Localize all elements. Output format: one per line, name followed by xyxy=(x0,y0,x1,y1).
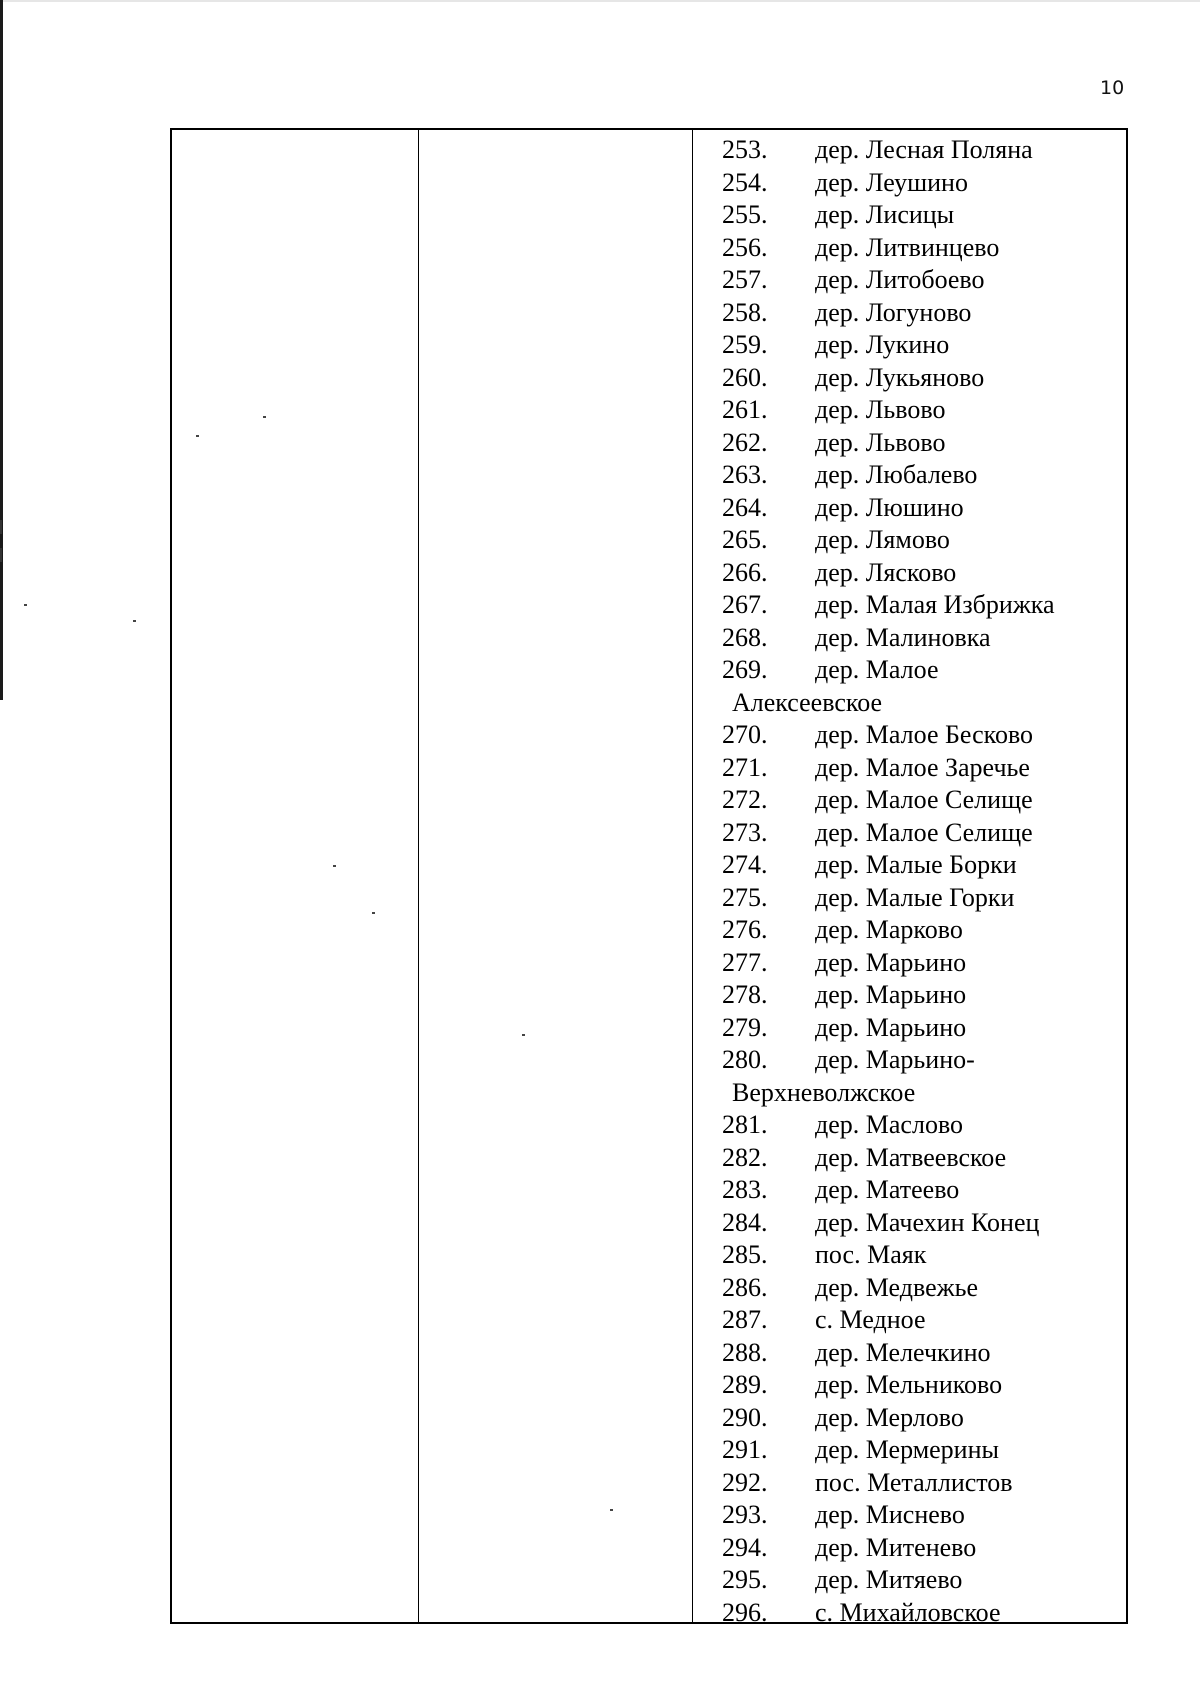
settlement-name: дер. Лукино xyxy=(815,330,950,359)
settlement-name: дер. Литвинцево xyxy=(815,232,1000,262)
settlement-name: дер. Леушино xyxy=(815,167,968,197)
item-number: 274. xyxy=(722,850,768,879)
settlement-name: дер. Мельниково xyxy=(815,1370,1003,1399)
list-item xyxy=(694,1239,1126,1272)
item-number: 256. xyxy=(722,232,768,262)
list-item xyxy=(694,459,1126,492)
list-item xyxy=(694,1304,1126,1337)
settlement-name: пос. Маяк xyxy=(815,1240,927,1269)
list-item xyxy=(694,622,1126,655)
settlement-name: дер. Малое Селище xyxy=(815,785,1033,814)
settlement-name-continuation: Верхневолжское xyxy=(732,1077,916,1107)
settlement-name: дер. Лесная Поляна xyxy=(815,135,1033,164)
item-number: 265. xyxy=(722,525,768,554)
settlement-name: дер. Мермерины xyxy=(815,1435,999,1464)
list-item xyxy=(694,1044,1126,1077)
scan-speck xyxy=(610,1509,613,1511)
settlement-name: дер. Литобоево xyxy=(815,265,985,294)
settlement-name: пос. Металлистов xyxy=(815,1467,1013,1497)
list-item xyxy=(694,1369,1126,1402)
settlement-name: дер. Малые Борки xyxy=(815,850,1017,879)
item-number: 270. xyxy=(722,720,768,749)
item-number: 263. xyxy=(722,460,768,489)
settlement-name: дер. Маслово xyxy=(815,1110,964,1139)
settlement-name: дер. Миснево xyxy=(815,1500,965,1529)
settlement-name: дер. Митенево xyxy=(815,1532,977,1562)
list-item xyxy=(694,914,1126,947)
list-item xyxy=(694,427,1126,460)
settlement-name: с. Михайловское xyxy=(815,1597,1001,1627)
scan-speck xyxy=(133,620,136,622)
list-item xyxy=(694,979,1126,1012)
list-item xyxy=(694,1174,1126,1207)
settlement-name: дер. Лукьяново xyxy=(815,362,985,392)
list-item xyxy=(694,232,1126,265)
settlement-name: дер. Логуново xyxy=(815,297,972,327)
list-item xyxy=(694,589,1126,622)
settlement-name: дер. Марьино- xyxy=(815,1045,975,1074)
list-item xyxy=(694,947,1126,980)
item-number: 253. xyxy=(722,135,768,164)
list-item xyxy=(694,1564,1126,1597)
settlement-name: дер. Лясково xyxy=(815,557,957,587)
settlement-name: дер. Марьино xyxy=(815,980,967,1009)
list-item xyxy=(694,557,1126,590)
list-item xyxy=(694,752,1126,785)
item-number: 283. xyxy=(722,1175,768,1204)
list-item xyxy=(694,264,1126,297)
list-item xyxy=(694,362,1126,395)
item-number: 277. xyxy=(722,947,768,977)
list-item xyxy=(694,1207,1126,1240)
list-item xyxy=(694,297,1126,330)
settlement-name: дер. Мерлово xyxy=(815,1402,964,1432)
settlement-name: с. Медное xyxy=(815,1305,926,1334)
item-number: 295. xyxy=(722,1565,768,1594)
list-item xyxy=(694,849,1126,882)
settlement-name: дер. Марьино xyxy=(815,947,967,977)
list-item xyxy=(694,167,1126,200)
item-number: 284. xyxy=(722,1207,768,1237)
item-number: 271. xyxy=(722,752,768,782)
column-divider xyxy=(692,130,693,1622)
item-number: 275. xyxy=(722,882,768,912)
settlement-name: дер. Малое Селище xyxy=(815,817,1033,847)
settlement-name: дер. Лисицы xyxy=(815,200,955,229)
item-number: 282. xyxy=(722,1142,768,1172)
scan-speck xyxy=(333,865,336,867)
list-item xyxy=(694,1012,1126,1045)
settlement-name: дер. Матвеевское xyxy=(815,1142,1007,1172)
item-number: 287. xyxy=(722,1305,768,1334)
settlement-name: дер. Марково xyxy=(815,915,963,944)
settlement-name: дер. Мачехин Конец xyxy=(815,1207,1040,1237)
item-number: 293. xyxy=(722,1500,768,1529)
item-number: 267. xyxy=(722,590,768,619)
settlement-name: дер. Люшино xyxy=(815,492,964,522)
list-item xyxy=(694,1109,1126,1142)
item-number: 291. xyxy=(722,1435,768,1464)
settlement-name: дер. Малое Заречье xyxy=(815,752,1030,782)
settlement-name: дер. Матеево xyxy=(815,1175,960,1204)
list-item xyxy=(694,329,1126,362)
item-number: 257. xyxy=(722,265,768,294)
list-item xyxy=(694,719,1126,752)
scan-mark xyxy=(0,548,2,562)
scan-top-edge xyxy=(0,0,1200,2)
item-number: 278. xyxy=(722,980,768,1009)
settlement-name: дер. Малое xyxy=(815,655,939,684)
item-number: 264. xyxy=(722,492,768,522)
settlement-name: дер. Митяево xyxy=(815,1565,963,1594)
item-number: 268. xyxy=(722,622,768,652)
list-item xyxy=(694,524,1126,557)
settlement-name: дер. Малая Избрижка xyxy=(815,590,1055,619)
scan-speck xyxy=(372,912,375,914)
settlements-table xyxy=(170,128,1128,1627)
settlement-name-continuation: Алексеевское xyxy=(732,687,883,717)
item-number: 272. xyxy=(722,785,768,814)
list-item xyxy=(694,492,1126,525)
list-item xyxy=(694,1434,1126,1467)
item-number: 289. xyxy=(722,1370,768,1399)
item-number: 280. xyxy=(722,1045,768,1074)
item-number: 258. xyxy=(722,297,768,327)
list-item xyxy=(694,784,1126,817)
item-number: 276. xyxy=(722,915,768,944)
scan-speck xyxy=(522,1034,525,1036)
list-item xyxy=(694,1142,1126,1175)
settlement-name: дер. Лямово xyxy=(815,525,950,554)
item-number: 279. xyxy=(722,1012,768,1042)
settlement-name: дер. Малое Бесково xyxy=(815,720,1034,749)
settlement-name: дер. Малиновка xyxy=(815,622,991,652)
list-item xyxy=(694,1499,1126,1532)
page-number: 10 xyxy=(1100,77,1125,99)
item-number: 285. xyxy=(722,1240,768,1269)
item-number: 261. xyxy=(722,395,768,424)
item-number: 288. xyxy=(722,1337,768,1367)
list-item xyxy=(694,134,1126,167)
item-number: 262. xyxy=(722,427,768,457)
list-item xyxy=(694,1337,1126,1370)
item-number: 266. xyxy=(722,557,768,587)
item-number: 292. xyxy=(722,1467,768,1497)
settlement-name: дер. Львово xyxy=(815,395,946,424)
item-number: 294. xyxy=(722,1532,768,1562)
scan-speck xyxy=(196,435,199,437)
item-number: 286. xyxy=(722,1272,768,1302)
scan-left-edge xyxy=(0,0,3,700)
item-number: 296. xyxy=(722,1597,768,1627)
settlement-name: дер. Львово xyxy=(815,427,946,457)
item-number: 290. xyxy=(722,1402,768,1432)
settlements-list-cell xyxy=(694,130,1126,1627)
item-number: 273. xyxy=(722,817,768,847)
list-item xyxy=(694,1272,1126,1305)
scan-speck xyxy=(263,416,266,418)
column-divider xyxy=(418,130,419,1622)
list-item xyxy=(694,199,1126,232)
list-item xyxy=(694,394,1126,427)
list-item xyxy=(694,817,1126,850)
item-number: 281. xyxy=(722,1110,768,1139)
list-item xyxy=(694,1532,1126,1565)
settlement-name: дер. Марьино xyxy=(815,1012,967,1042)
item-number: 255. xyxy=(722,200,768,229)
settlement-name: дер. Медвежье xyxy=(815,1272,978,1302)
item-number: 254. xyxy=(722,167,768,197)
item-number: 269. xyxy=(722,655,768,684)
settlement-name: дер. Любалево xyxy=(815,460,978,489)
scan-speck xyxy=(24,604,27,606)
list-item xyxy=(694,654,1126,687)
scan-mark xyxy=(0,520,2,534)
item-number: 260. xyxy=(722,362,768,392)
item-number: 259. xyxy=(722,330,768,359)
list-item xyxy=(694,1467,1126,1500)
settlement-name: дер. Малые Горки xyxy=(815,882,1015,912)
list-item xyxy=(694,1402,1126,1435)
settlement-name: дер. Мелечкино xyxy=(815,1337,991,1367)
list-item xyxy=(694,1597,1126,1630)
list-item xyxy=(694,882,1126,915)
